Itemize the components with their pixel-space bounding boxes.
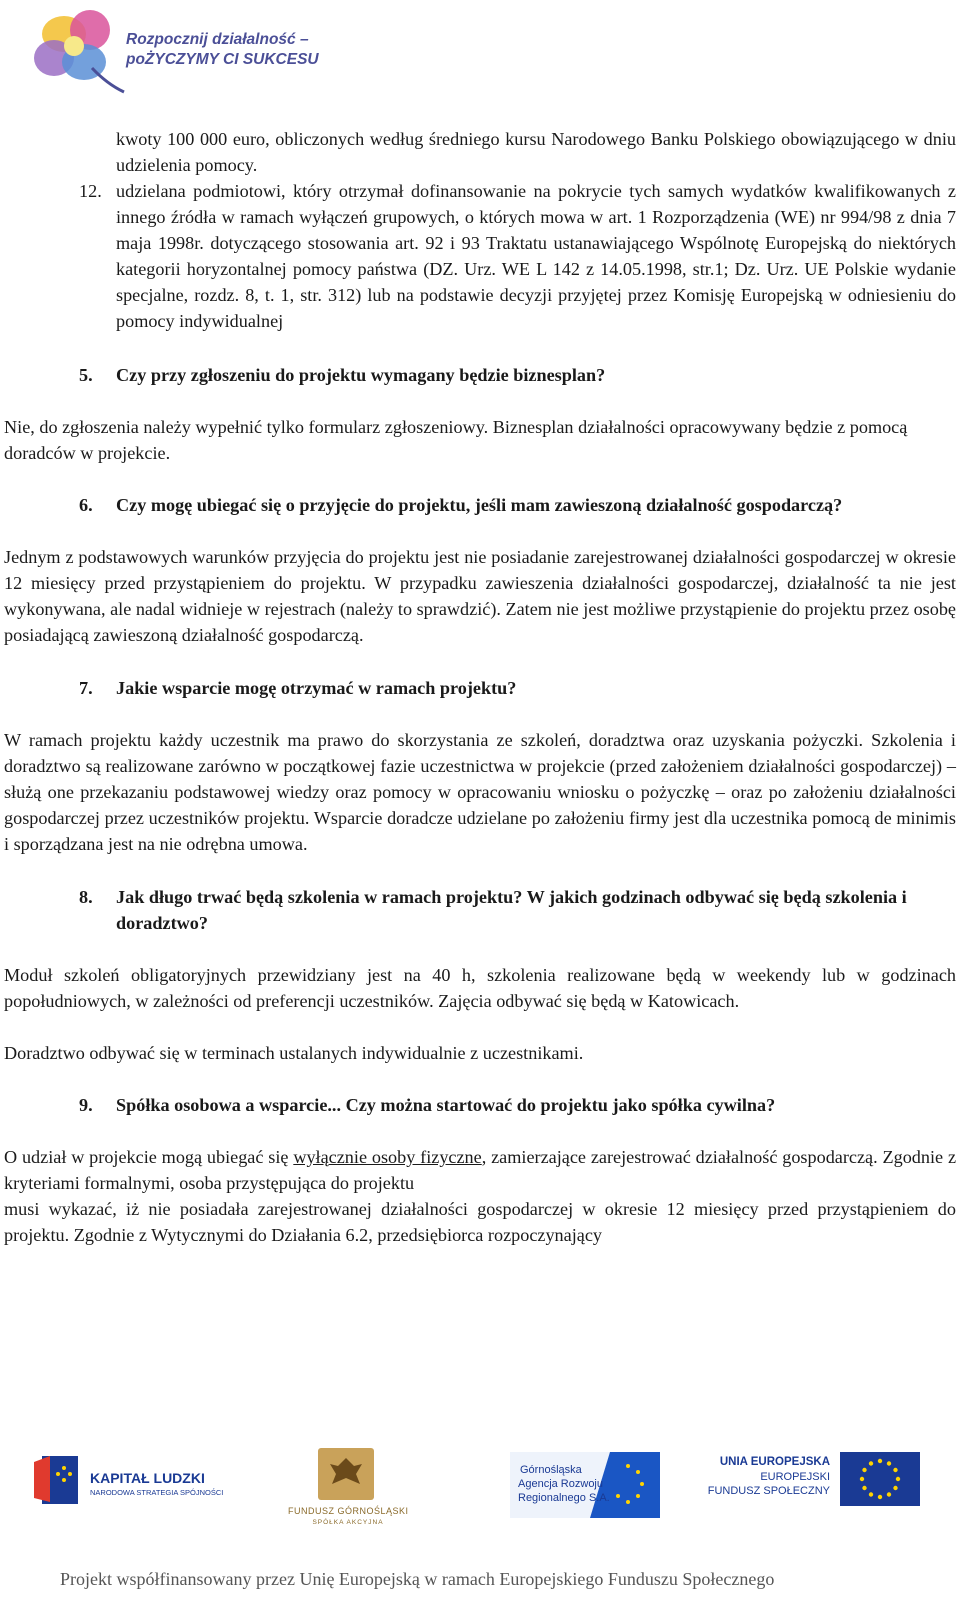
kapital-ludzki-title: KAPITAŁ LUDZKI bbox=[90, 1470, 205, 1486]
garr-line-2: Agencja Rozwoju bbox=[518, 1478, 603, 1490]
logo-text bbox=[126, 30, 319, 70]
question-8 bbox=[4, 884, 956, 936]
kapital-ludzki-subtitle: NARODOWA STRATEGIA SPÓJNOŚCI bbox=[90, 1488, 224, 1497]
footer-logos bbox=[0, 1440, 960, 1540]
question-7 bbox=[4, 675, 956, 701]
eu-line-2: EUROPEJSKI bbox=[760, 1471, 830, 1483]
document-body bbox=[4, 126, 956, 1248]
fundusz-gornoslaski-logo bbox=[288, 1446, 408, 1532]
fundusz-gornoslaski-subtitle: SPÓŁKA AKCYJNA bbox=[312, 1519, 384, 1526]
question-text: Czy przy zgłoszeniu do projektu wymagany będzie biznesplan? bbox=[116, 365, 606, 385]
answer-9 bbox=[4, 1144, 956, 1196]
answer-9-continued: musi wykazać, iż nie posiadała zarejestrowanej działalności gospodarczej w okresie 12 miesięcy przed przystąpieniem do projektu. Zgodnie z Wytycznymi do Działania 6.2, przedsiębiorca rozpoczynający bbox=[4, 1199, 956, 1245]
answer-9-underlined: wyłącznie osoby fizyczne bbox=[293, 1147, 482, 1167]
paragraph-continuation: kwoty 100 000 euro, obliczonych według średniego kursu Narodowego Banku Polskiego obowiązującego w dniu udzielenia pomocy. bbox=[116, 129, 956, 175]
question-text: Jak długo trwać będą szkolenia w ramach projektu? W jakich godzinach odbywać się będą szkolenia i doradztwo? bbox=[116, 887, 907, 933]
question-number: 9. bbox=[79, 1095, 93, 1115]
answer-8-paragraph-1: Moduł szkoleń obligatoryjnych przewidziany jest na 40 h, szkolenia realizowane będą w weekendy lub w godzinach popołudniowych, w zależności od preferencji uczestników. Zajęcia odbywać się będą w Katowicach. bbox=[4, 965, 956, 1011]
question-number: 8. bbox=[79, 887, 93, 907]
answer-9-text-2: , zamierzające zarejestrować działalność gospodarczą. Zgodnie z kryteriami formalnymi, osoba przystępująca do projektu bbox=[4, 1147, 957, 1193]
eu-efs-logo bbox=[707, 1452, 920, 1508]
question-text: Spółka osobowa a wsparcie... Czy można startować do projektu jako spółka cywilna? bbox=[116, 1095, 776, 1115]
flower-logo-icon bbox=[32, 6, 128, 96]
garr-line-1: Górnośląska bbox=[520, 1464, 582, 1476]
question-5 bbox=[4, 362, 956, 388]
list-item-text: udzielana podmiotowi, który otrzymał dofinansowanie na pokrycie tych samych wydatków kwalifikowanych z innego źródła w ramach wyłączeń grupowych, o których mowa w art. 1 Rozporządzenia (WE) nr 994/98 z dnia 7 maja 1998r. dotyczącego stosowania art. 92 i 93 Traktatu ustanawiającego Wspólnotę Europejską do niektórych kategorii horyzontalnej pomocy państwa (DZ. Urz. WE L 142 z 14.05.1998, str.1; Dz. Urz. UE Polskie wydanie specjalne, rozdz. 8, t. 1, str. 312) lub na podstawie decyzji przyjętej przez Komisję Europejską w odniesieniu do pomocy indywidualnej bbox=[116, 181, 956, 331]
logo-line-2: poŻYCZYMY CI SUKCESU bbox=[126, 51, 319, 68]
garr-logo bbox=[510, 1452, 660, 1518]
list-item-number: 12. bbox=[79, 181, 102, 201]
eu-line-3: FUNDUSZ SPOŁECZNY bbox=[707, 1485, 830, 1497]
question-number: 6. bbox=[79, 495, 93, 515]
garr-line-3: Regionalnego S.A. bbox=[518, 1492, 610, 1504]
answer-9-text-1: O udział w projekcie mogą ubiegać się bbox=[4, 1147, 294, 1167]
question-text: Czy mogę ubiegać się o przyjęcie do projektu, jeśli mam zawieszoną działalność gospodarczą? bbox=[116, 495, 843, 515]
logo-line-1: Rozpocznij działalność – bbox=[126, 31, 309, 48]
question-text: Jakie wsparcie mogę otrzymać w ramach projektu? bbox=[116, 678, 517, 698]
header bbox=[32, 6, 352, 96]
question-6 bbox=[4, 492, 956, 518]
kapital-ludzki-logo bbox=[34, 1452, 224, 1512]
eu-title: UNIA EUROPEJSKA bbox=[719, 1456, 830, 1468]
question-number: 7. bbox=[79, 678, 93, 698]
fundusz-gornoslaski-title: FUNDUSZ GÓRNOŚLĄSKI bbox=[288, 1506, 409, 1516]
answer-7: W ramach projektu każdy uczestnik ma prawo do skorzystania ze szkoleń, doradztwa oraz uzyskania pożyczki. Szkolenia i doradztwo są realizowane zarówno w początkowej fazie uczestnictwa w projekcie (przed założeniem działalności gospodarczej) – służą one przekazaniu podstawowej wiedzy oraz pomocy w opracowaniu wniosku o pożyczkę – oraz po założeniu działalności gospodarczej przez uczestników projektu. Wsparcie doradcze udzielane po założeniu firmy jest dla uczestnika pomocą de minimis i sporządzana jest na nie odrębna umowa. bbox=[4, 730, 956, 854]
answer-5: Nie, do zgłoszenia należy wypełnić tylko formularz zgłoszeniowy. Biznesplan działalności opracowywany będzie z pomocą doradców w projekcie. bbox=[4, 417, 908, 463]
question-9 bbox=[4, 1092, 956, 1118]
eagle-emblem-icon bbox=[316, 1446, 376, 1502]
answer-6: Jednym z podstawowych warunków przyjęcia do projektu jest nie posiadanie zarejestrowanej działalności gospodarczej w okresie 12 miesięcy przed przystąpieniem do projektu. W przypadku zawieszenia działalności gospodarczej, działalność ta nie jest wykonywana, ale nadal widnieje w rejestrach (należy to sprawdzić). Zatem nie jest możliwe przystąpienie do projektu przez osobę posiadającą zawieszoną działalność gospodarczą. bbox=[4, 547, 956, 645]
list-item-12 bbox=[4, 178, 956, 334]
kapital-ludzki-emblem-icon bbox=[34, 1452, 84, 1508]
footer-caption: Projekt współfinansowany przez Unię Europejską w ramach Europejskiego Funduszu Społecznego bbox=[60, 1569, 775, 1589]
question-number: 5. bbox=[79, 365, 93, 385]
eu-flag-icon bbox=[840, 1452, 920, 1506]
answer-8-paragraph-2: Doradztwo odbywać się w terminach ustalanych indywidualnie z uczestnikami. bbox=[4, 1043, 584, 1063]
